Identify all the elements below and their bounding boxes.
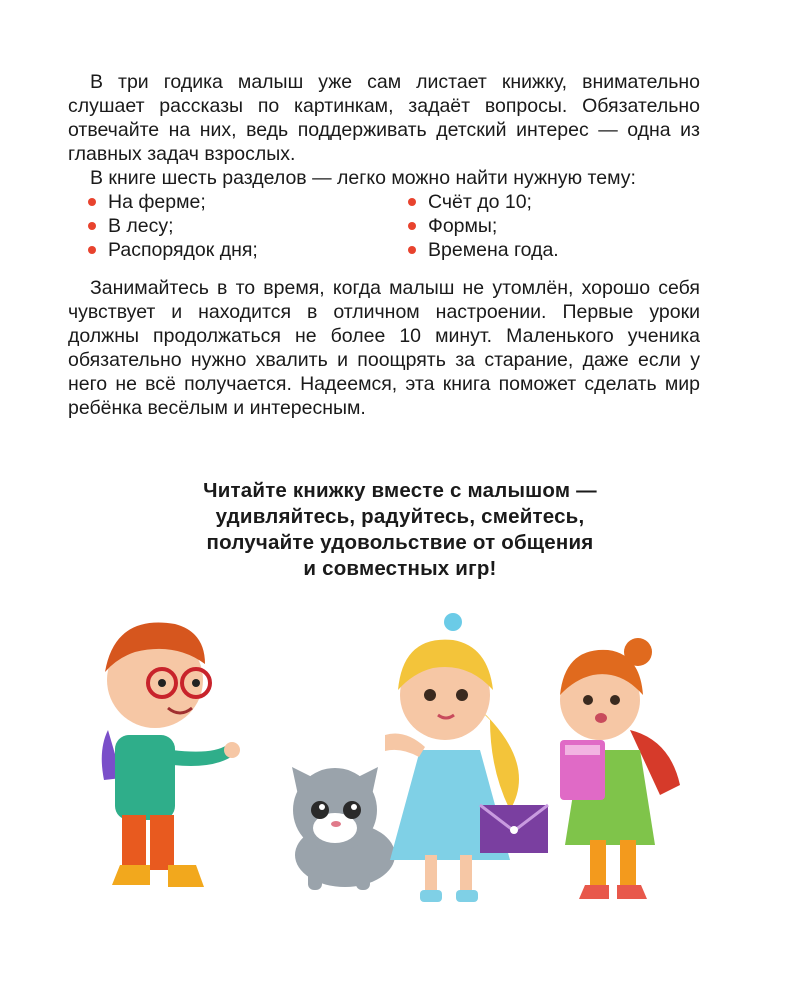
bullet-icon [408,222,416,230]
bullet-icon [88,198,96,206]
list-item: Формы; [408,214,708,238]
callout-line: получайте удовольствие от общения [206,531,594,554]
list-item: В лесу; [88,214,408,238]
bullet-icon [88,246,96,254]
list-item: Времена года. [408,238,708,262]
advice-paragraph: Занимайтесь в то время, когда малыш не утомлён, хорошо себя чувствует и находится в отличном настроении. Первые уроки должны продолжаться не более 10 минут. Маленького ученика обязательно нужно хвалить и поощрять за старание, даже если у него не всё получается. Надеемся, эта книга поможет сделать мир ребёнка весёлым и интересным. [68,277,700,419]
intro-paragraph: В три годика малыш уже сам листает книжку, внимательно слушает рассказы по картинкам, задаёт вопросы. Обязательно отвечайте на них, ведь поддерживать детский интерес — одна из главных задач взрослых. [68,71,700,165]
red-haired-girl-figure [560,638,680,899]
blonde-girl-figure [385,613,548,902]
list-item: Счёт до 10; [408,190,708,214]
bullet-icon [88,222,96,230]
body-text [68,70,700,420]
children-illustration [60,590,750,910]
list-item: Распорядок дня; [88,238,408,262]
callout-line: Читайте книжку вместе с малышом — [203,479,597,502]
list-item: На ферме; [88,190,408,214]
kitten-figure [292,767,395,890]
topics-list [88,190,700,262]
callout-line: удивляйтесь, радуйтесь, смейтесь, [215,505,585,528]
bullet-icon [408,246,416,254]
bullet-icon [408,198,416,206]
callout-line: и совместных игр! [303,557,497,580]
callout-text [0,478,800,582]
boy-figure [102,623,240,887]
sections-paragraph: В книге шесть разделов — легко можно найти нужную тему: [90,167,636,189]
